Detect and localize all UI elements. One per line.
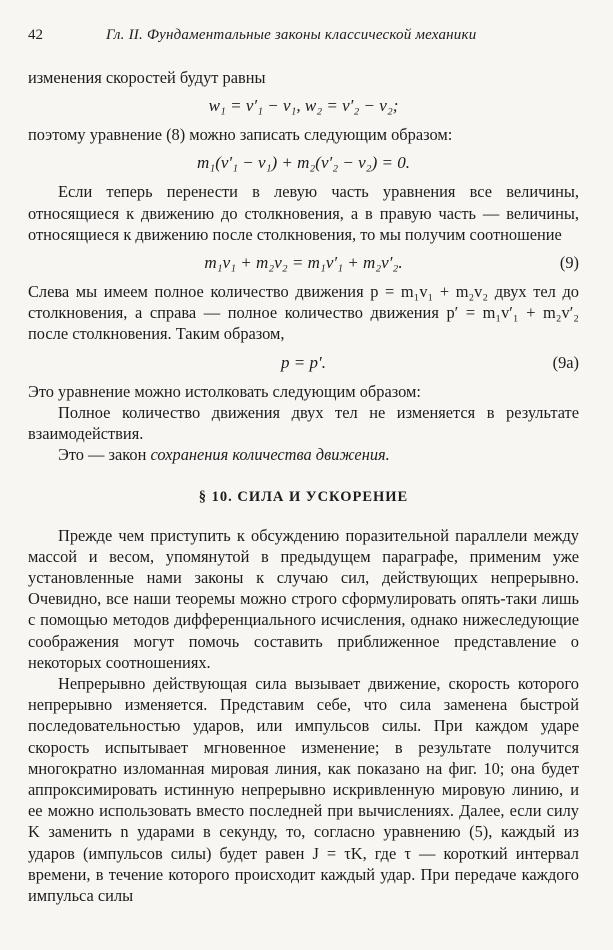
paragraph-total-momentum: Слева мы имеем полное количество движения p = m₁v₁ + m₂v₂ двух тел до столкновения, а справа — полное количество движения p′ = m₁v′₁ + m₂v′₂ после столкновения. Таким образом, <box>28 282 579 344</box>
equation-text: p = p′. <box>281 352 326 372</box>
equation-text: m₁(v′₁ − v₁) + m₂(v′₂ − v₂) = 0. <box>197 153 410 173</box>
paragraph-rewrite: поэтому уравнение (8) можно записать следующим образом: <box>28 125 453 145</box>
equation-number: (9) <box>559 253 579 273</box>
equation-number: (9а) <box>552 352 579 372</box>
law-name-italic: сохранения количества движения. <box>150 445 390 465</box>
paragraph-continuous-force: Непрерывно действующая сила вызывает движение, скорость которого непрерывно изменяется. Представим себе, что сила заменена быстрой последовательностью ударов, или импульсов силы. При каждом ударе скорость испытывает мгновенное изменение; в результате получится многократно изломанная мировая линия, как показано на фиг. 10; она будет аппроксимировать истинную непрерывно искривленную мировую линию, и ее можно использовать вместо последней при вычислениях. Далее, если силу K заменить n ударами в секунду, то, согласно уравнению (5), каждый из ударов (импульсов силы) будет равен J = τK, где τ — короткий интервал времени, в течение которого происходит каждый удар. При передаче каждого импульса силы <box>28 674 579 906</box>
paragraph-intro: изменения скоростей будут равны <box>28 68 266 87</box>
paragraph-transfer: Если теперь перенести в левую часть уравнения все величины, относящиеся к движению до столкновения, а в правую часть — величины, относящиеся к движению после столкновения, то мы получим соотношение <box>28 182 579 244</box>
section-heading: § 10. СИЛА И УСКОРЕНИЕ <box>198 489 409 506</box>
paragraph-section-intro: Прежде чем приступить к обсуждению поразительной параллели между массой и весом, упомянутой в предыдущем параграфе, применим уже установленные нами законы к случаю сил, действующих непрерывно. Очевидно, все наши теоремы можно строго сформулировать опять-таки лишь с помощью методов дифференциального исчисления, однако нижеследующие соображения могут помочь составить приближенное представление о некоторых соотношениях. <box>28 525 579 672</box>
page-header <box>28 27 583 49</box>
equation-text: m₁v₁ + m₂v₂ = m₁v′₁ + m₂v′₂. <box>204 253 403 273</box>
equation-text: w₁ = v′₁ − v₁, w₂ = v′₂ − v₂; <box>208 96 399 116</box>
law-prefix: Это — закон <box>58 445 151 465</box>
equation-momentum-sum <box>28 145 579 181</box>
equation-9a <box>28 345 579 381</box>
page-number: 42 <box>28 27 43 43</box>
paragraph-law-statement: Полное количество движения двух тел не изменяется в результате взаимодействия. <box>28 402 579 444</box>
paragraph-interpretation: Это уравнение можно истолковать следующим образом: <box>28 381 421 401</box>
paragraph-law-name <box>28 444 579 465</box>
page-body <box>28 67 579 906</box>
running-title: Гл. II. Фундаментальные законы классической механики <box>106 27 477 43</box>
equation-9 <box>28 245 579 281</box>
equation-velocity-change <box>28 88 579 124</box>
